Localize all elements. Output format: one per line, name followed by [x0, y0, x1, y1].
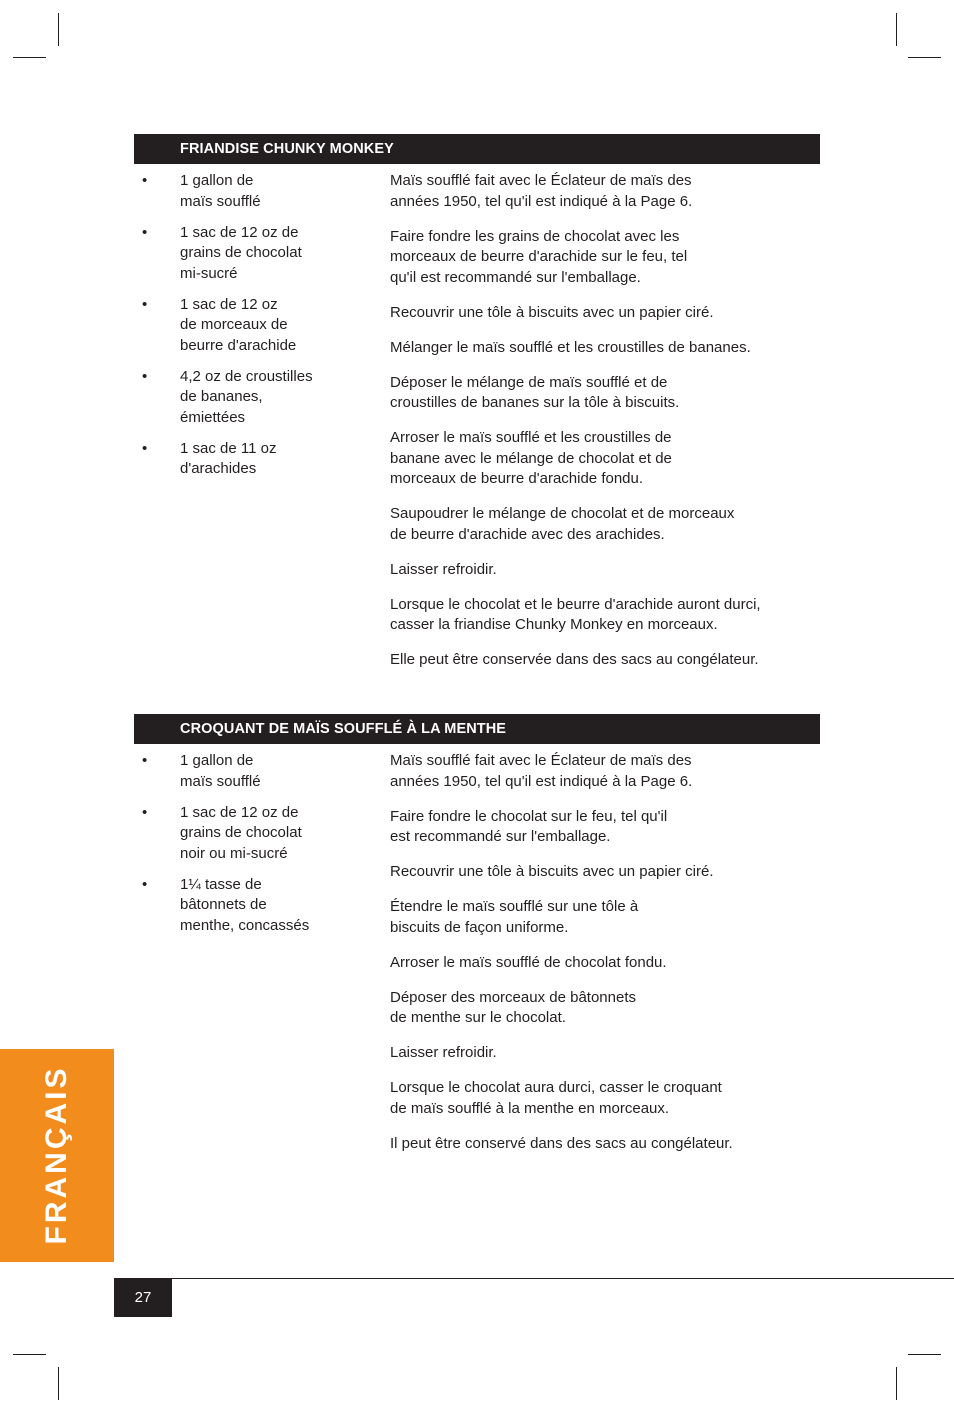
bullet: •: [142, 172, 148, 189]
crop-mark: [13, 57, 46, 58]
ingredient-text: 1 sac de 11 oz d'arachides: [180, 439, 277, 477]
instruction-step: Maïs soufflé fait avec le Éclateur de maïs des années 1950, tel qu'il est indiqué à la Page 6.: [390, 752, 693, 790]
ingredient-item: [134, 803, 364, 865]
instruction-step: Laisser refroidir.: [390, 560, 497, 578]
ingredient-item: [134, 223, 364, 285]
instruction-step: Saupoudrer le mélange de chocolat et de morceaux de beurre d'arachide avec des arachides.: [390, 505, 735, 543]
instruction-step: Faire fondre le chocolat sur le feu, tel qu'il est recommandé sur l'emballage.: [390, 807, 668, 845]
ingredient-text: 1¼ tasse de bâtonnets de menthe, concassés: [180, 875, 310, 934]
language-tab: [0, 1049, 114, 1262]
ingredient-item: [134, 171, 364, 212]
crop-mark: [896, 13, 897, 46]
crop-mark: [908, 1354, 941, 1355]
crop-mark: [896, 1367, 897, 1400]
instruction-step: Recouvrir une tôle à biscuits avec un papier ciré.: [390, 863, 714, 880]
ingredient-item: [134, 875, 364, 937]
ingredient-item: [134, 367, 364, 429]
instruction-step: Lorsque le chocolat et le beurre d'arachide auront durci, casser la friandise Chunky Monkey en morceaux.: [390, 595, 761, 633]
instruction-step: Mélanger le maïs soufflé et les croustilles de bananes.: [390, 338, 751, 356]
language-label: FRANÇAIS: [40, 1065, 73, 1245]
instruction-step: Lorsque le chocolat aura durci, casser le croquant de maïs soufflé à la menthe en morceaux.: [390, 1079, 722, 1117]
ingredient-item: [134, 439, 364, 480]
instruction-step: Arroser le maïs soufflé de chocolat fondu.: [390, 953, 667, 971]
crop-mark: [13, 1354, 46, 1355]
recipe-section: [134, 134, 820, 668]
footer-rule: [114, 1278, 954, 1279]
instruction-step: Déposer le mélange de maïs soufflé et de croustilles de bananes sur la tôle à biscuits.: [390, 373, 680, 411]
ingredient-text: 1 gallon de maïs soufflé: [180, 752, 261, 790]
ingredient-item: [134, 295, 364, 357]
crop-mark: [58, 13, 59, 46]
instruction-list: [390, 171, 810, 685]
ingredient-text: 1 sac de 12 oz de morceaux de beurre d'arachide: [180, 295, 297, 354]
ingredient-item: [134, 751, 364, 792]
recipe-title: FRIANDISE CHUNKY MONKEY: [134, 134, 820, 164]
instruction-step: Laisser refroidir.: [390, 1044, 497, 1061]
bullet: •: [142, 875, 148, 893]
ingredient-list: [134, 751, 364, 947]
bullet: •: [142, 439, 148, 457]
crop-mark: [58, 1367, 59, 1400]
bullet: •: [142, 367, 148, 385]
ingredient-text: 4,2 oz de croustilles de bananes, émiettées: [180, 367, 313, 426]
instruction-step: Recouvrir une tôle à biscuits avec un papier ciré.: [390, 303, 714, 321]
ingredient-text: 1 sac de 12 oz de grains de chocolat noir ou mi-sucré: [180, 803, 302, 862]
instruction-step: Maïs soufflé fait avec le Éclateur de maïs des années 1950, tel qu'il est indiqué à la Page 6.: [390, 172, 693, 210]
ingredient-list: [134, 171, 364, 490]
recipe-section: [134, 714, 820, 1152]
instruction-step: Arroser le maïs soufflé et les croustilles de banane avec le mélange de chocolat et de morceaux de beurre d'arachide fondu.: [390, 429, 672, 487]
instruction-step: Déposer des morceaux de bâtonnets de menthe sur le chocolat.: [390, 988, 636, 1026]
instruction-step: Il peut être conservé dans des sacs au congélateur.: [390, 1134, 733, 1152]
ingredient-text: 1 gallon de maïs soufflé: [180, 172, 261, 210]
bullet: •: [142, 803, 148, 821]
bullet: •: [142, 223, 148, 241]
instruction-step: Faire fondre les grains de chocolat avec les morceaux de beurre d'arachide sur le feu, tel qu'il est recommandé sur l'emballage.: [390, 227, 688, 286]
instruction-step: Étendre le maïs soufflé sur une tôle à biscuits de façon uniforme.: [390, 898, 639, 936]
ingredient-text: 1 sac de 12 oz de grains de chocolat mi-sucré: [180, 223, 302, 282]
bullet: •: [142, 295, 148, 313]
bullet: •: [142, 752, 148, 769]
recipe-title: CROQUANT DE MAÏS SOUFFLÉ À LA MENTHE: [134, 714, 820, 744]
instruction-step: Elle peut être conservée dans des sacs au congélateur.: [390, 651, 759, 668]
page-number: 27: [114, 1278, 172, 1317]
crop-mark: [908, 57, 941, 58]
instruction-list: [390, 751, 810, 1169]
